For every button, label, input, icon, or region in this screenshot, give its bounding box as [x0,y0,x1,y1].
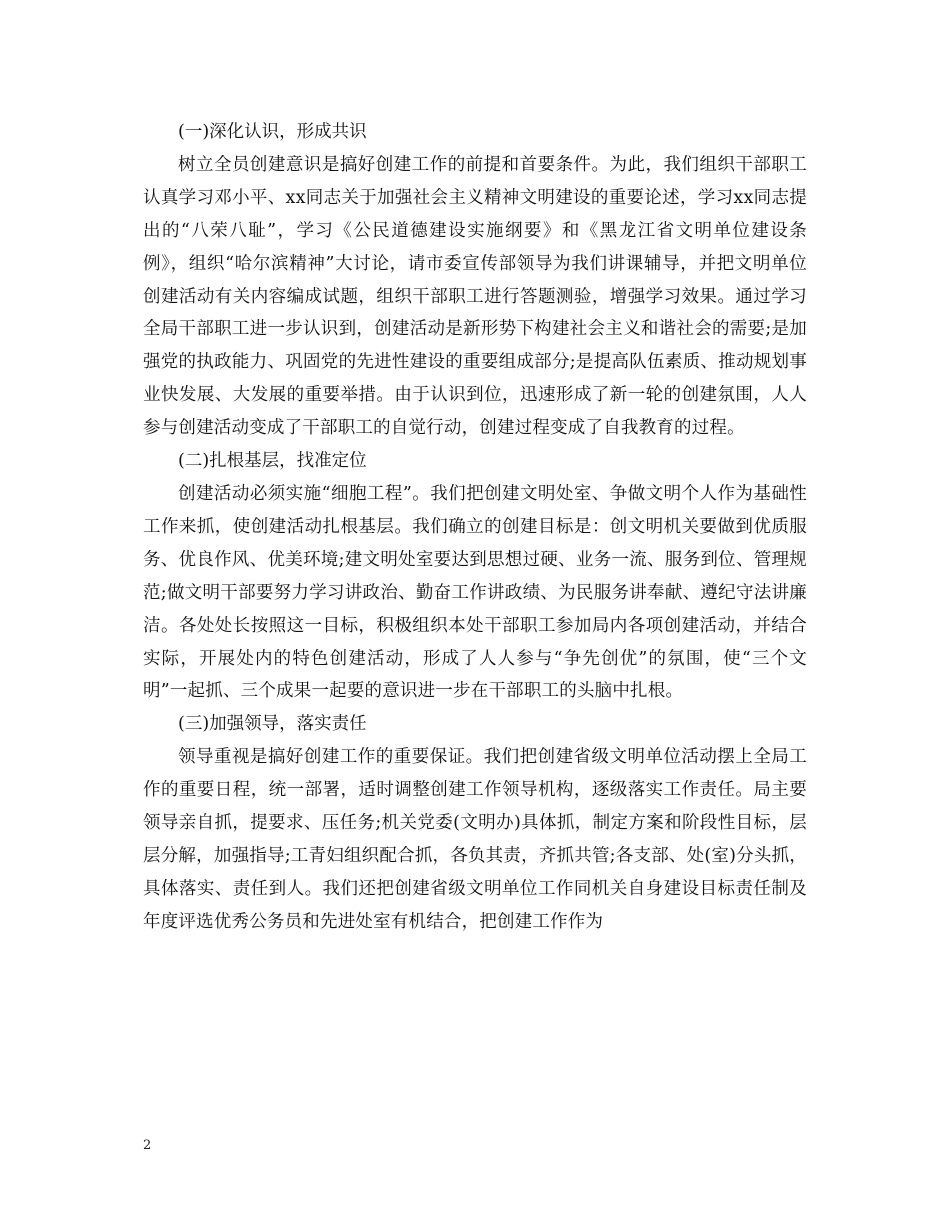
section-heading-2: (二)扎根基层，找准定位 [178,451,367,472]
document-body [143,116,807,939]
page-number: 2 [143,1138,152,1153]
section-paragraph-2: 创建活动必须实施“细胞工程”。我们把创建文明处室、争做文明个人作为基础性工作来抓，使创建活动扎根基层。我们确立的创建目标是：创文明机关要做到优质服务、优良作风、优美环境;建文明处室要达到思想过硬、业务一流、服务到位、管理规范;做文明干部要努力学习讲政治、勤奋工作讲政绩、为民服务讲奉献、遵纪守法讲廉洁。各处处长按照这一目标，积极组织本处干部职工参加局内各项创建活动，并结合实际，开展处内的特色创建活动，形成了人人参与“争先创优”的氛围，使“三个文明”一起抓、三个成果一起要的意识进一步在干部职工的头脑中扎根。 [143,483,807,702]
section-paragraph-3: 领导重视是搞好创建工作的重要保证。我们把创建省级文明单位活动摆上全局工作的重要日程，统一部署，适时调整创建工作领导机构，逐级落实工作责任。局主要领导亲自抓，提要求、压任务;机关党委(文明办)具体抓，制定方案和阶段性目标，层层分解，加强指导;工青妇组织配合抓，各负其责，齐抓共管;各支部、处(室)分头抓，具体落实、责任到人。我们还把创建省级文明单位工作同机关自身建设目标责任制及年度评选优秀公务员和先进处室有机结合，把创建工作作为 [143,747,807,932]
section-heading-1: (一)深化认识，形成共识 [178,122,367,142]
section-heading-3: (三)加强领导，落实责任 [178,714,367,735]
section-paragraph-1: 树立全员创建意识是搞好创建工作的前提和首要条件。为此，我们组织干部职工认真学习邓小平、xx同志关于加强社会主义精神文明建设的重要论述，学习xx同志提出的“八荣八耻”，学习《公民道德建设实施纲要》和《黑龙江省文明单位建设条例》，组织“哈尔滨精神”大讨论，请市委宣传部领导为我们讲课辅导，并把文明单位创建活动有关内容编成试题，组织干部职工进行答题测验，增强学习效果。通过学习全局干部职工进一步认识到，创建活动是新形势下构建社会主义和谐社会的需要;是加强党的执政能力、巩固党的先进性建设的重要组成部分;是提高队伍素质、推动规划事业快发展、大发展的重要举措。由于认识到位，迅速形成了新一轮的创建氛围，人人参与创建活动变成了干部职工的自觉行动，创建过程变成了自我教育的过程。 [143,154,807,439]
